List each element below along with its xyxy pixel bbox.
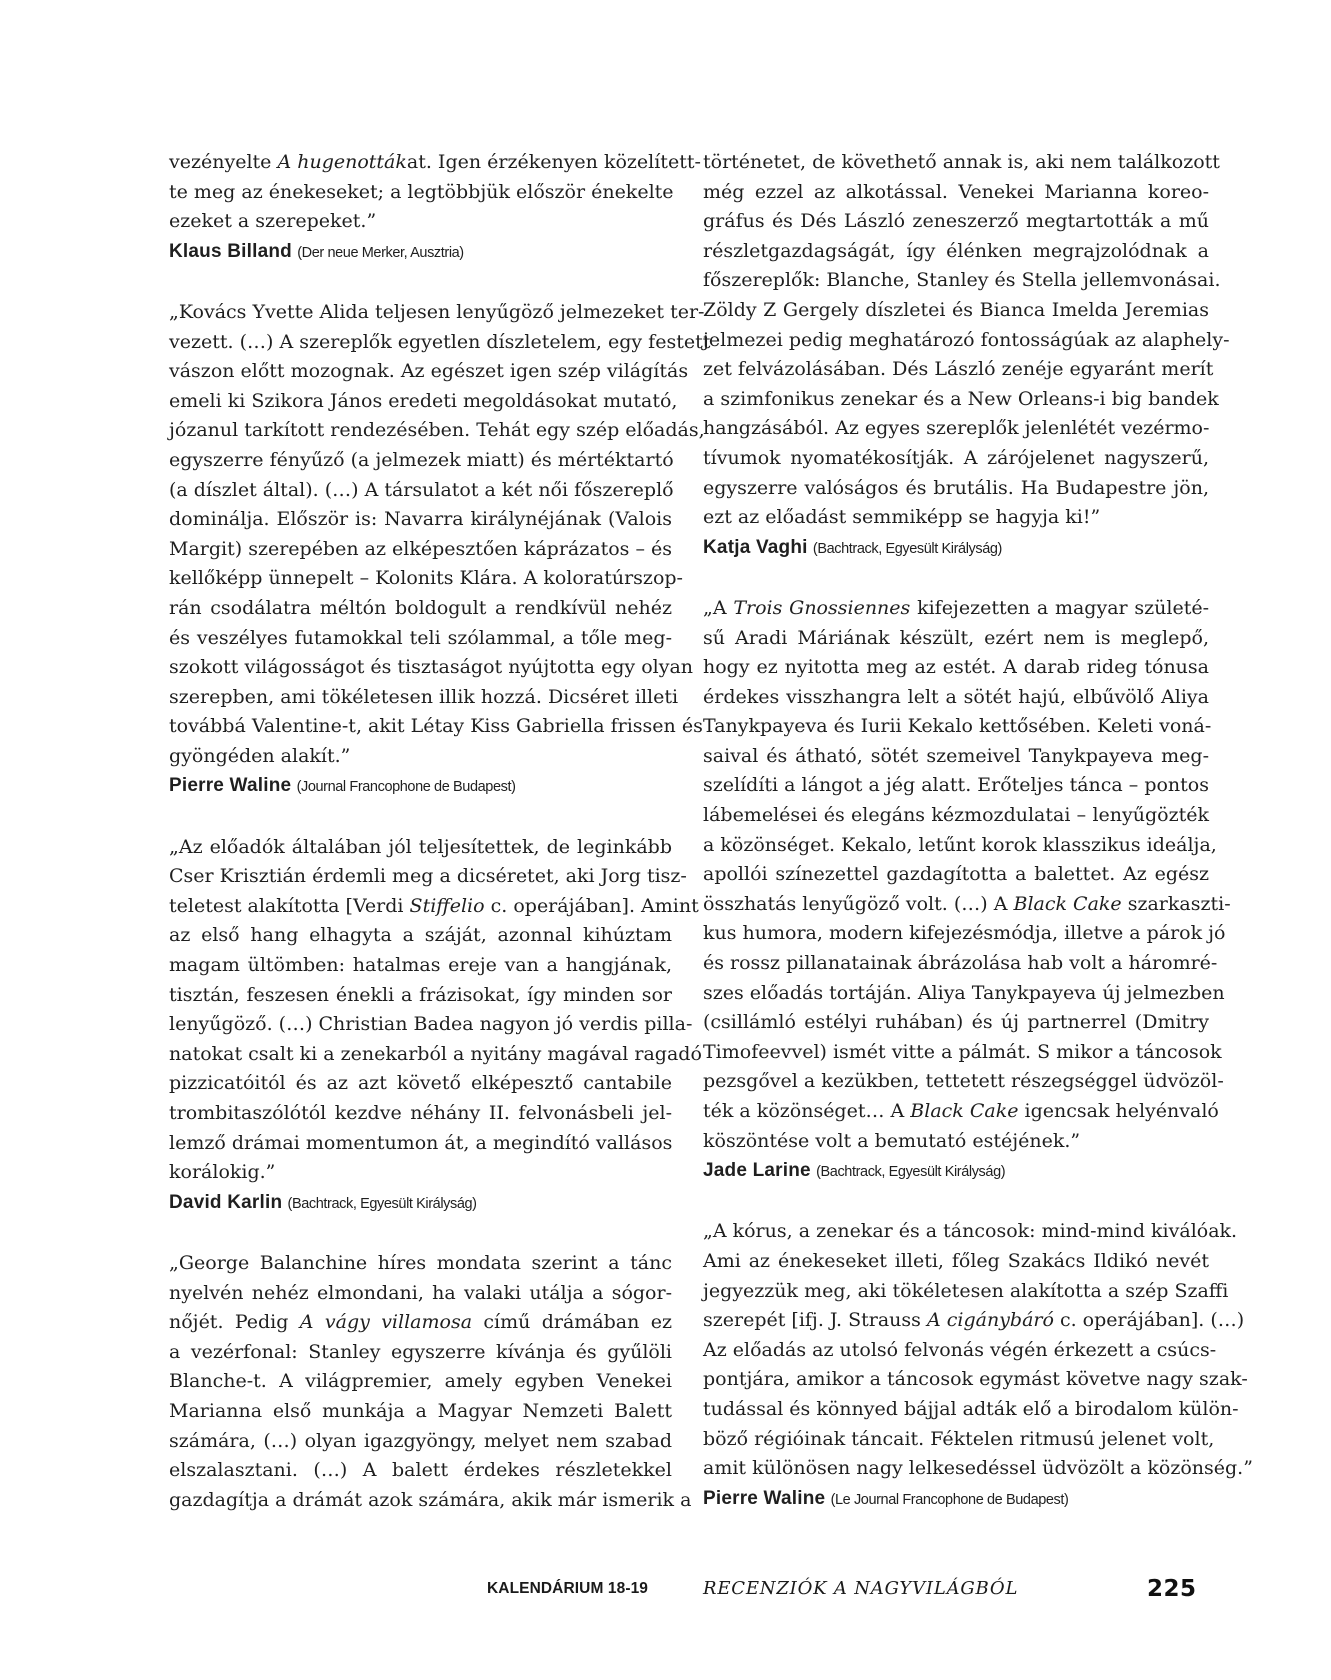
text-line: szes előadás tortáján. Aliya Tanykpayeva új jelmezben	[703, 981, 1225, 1004]
text-line: jegyezzük meg, aki tökéletesen alakította a szép Szaffi	[703, 1279, 1229, 1302]
text-line: vezett. (…) A szereplők egyetlen díszletelem, egy festett	[169, 330, 711, 353]
publication-source: (Le Journal Francophone de Budapest)	[830, 1491, 1069, 1508]
text-line: te meg az énekeseket; a legtöbbjük először énekelte	[169, 180, 674, 203]
text-line: vezényelte A hugenottákat. Igen érzékenyen közelített-	[169, 151, 701, 173]
text-line: nőjét. Pedig A vágy villamosa című drámában ez	[169, 1311, 672, 1334]
text-line: „Kovács Yvette Alida teljesen lenyűgöző jelmezeket ter-	[169, 300, 705, 323]
text-line: sű Aradi Máriának készült, ezért nem is meglepő,	[703, 626, 1209, 649]
left-column	[169, 148, 711, 1515]
text-line: natokat csalt ki a zenekarból a nyitány magával ragadó	[169, 1042, 702, 1065]
paragraph-gap	[703, 564, 1209, 594]
text-line: főszereplők: Blanche, Stanley és Stella jellemvonásai.	[703, 269, 1221, 292]
text-line: szerepben, ami tökéletesen illik hozzá. Dicséret illeti	[169, 685, 679, 708]
text-line: kellőképp ünnepelt – Kolonits Klára. A koloratúrszop-	[169, 567, 683, 590]
review-quote	[703, 594, 1231, 1188]
text-line: teletest alakította [Verdi Stiffelio c. operájában]. Amint	[169, 894, 699, 917]
text-line: „A kórus, a zenekar és a táncosok: mind-mind kiválóak.	[703, 1220, 1238, 1243]
text-line: történetet, de követhető annak is, aki nem találkozott	[703, 151, 1220, 173]
text-line: tudással és könnyed bájjal adták elő a birodalom külön-	[703, 1397, 1239, 1420]
text-line: még ezzel az alkotással. Venekei Marianna koreo-	[703, 180, 1209, 203]
text-line: ezeket a szerepeket.”	[169, 210, 377, 233]
text-line: érdekes visszhangra lelt a sötét hajú, elbűvölő Aliya	[703, 685, 1209, 708]
text-line: Blanche-t. A világpremier, amely egyben Venekei	[169, 1370, 672, 1393]
review-attribution	[703, 533, 1209, 565]
publication-source: (Der neue Merker, Ausztria)	[297, 244, 464, 261]
text-line: egyszerre fényűző (a jelmezek miatt) és mértéktartó	[169, 448, 674, 471]
text-line: Tanykpayeva és Iurii Kekalo kettősében. Keleti voná-	[703, 715, 1212, 738]
text-line: vászon előtt mozognak. Az egészet igen szép világítás	[169, 360, 689, 383]
publication-source: (Bachtrack, Egyesült Királyság)	[287, 1195, 477, 1212]
text-line: lemző drámai momentumon át, a megindító vallásos	[169, 1131, 673, 1154]
text-line: dominálja. Először is: Navarra királynéjának (Valois	[169, 508, 672, 531]
paragraph-gap	[169, 1219, 672, 1249]
paragraph-gap	[703, 1188, 1209, 1218]
text-line: szerepét [ifj. J. Strauss A cigánybáró c. operájában]. (…)	[703, 1309, 1245, 1332]
text-line: a közönséget. Kekalo, letűnt korok klasszikus ideálja,	[703, 833, 1217, 856]
text-line: „George Balanchine híres mondata szerint a tánc	[169, 1251, 672, 1274]
publication-source: (Bachtrack, Egyesült Királyság)	[816, 1164, 1006, 1181]
text-line: gazdagítja a drámát azok számára, akik már ismerik a	[169, 1488, 692, 1511]
review-quote	[169, 1249, 692, 1515]
text-line: részletgazdagságát, így élénken megrajzolódnak a	[703, 239, 1209, 262]
text-line: Margit) szerepében az elképesztően káprázatos – és	[169, 537, 672, 560]
text-line: köszöntése volt a bemutató estéjének.”	[703, 1129, 1081, 1152]
text-line: és veszélyes futamokkal teli szólammal, a tőle meg-	[169, 626, 672, 649]
text-line: apollói színezettel gazdagította a balettet. Az egész	[703, 863, 1209, 886]
text-line: Zöldy Z Gergely díszletei és Bianca Imelda Jeremias	[703, 298, 1209, 321]
right-column	[703, 148, 1253, 1515]
text-line: saival és átható, sötét szemeivel Tanykpayeva meg-	[703, 744, 1209, 767]
critic-name: Jade Larine	[703, 1160, 811, 1182]
review-quote	[169, 833, 702, 1220]
review-quote	[703, 148, 1230, 564]
review-quote	[169, 298, 711, 803]
text-line: trombitaszólótól kezdve néhány II. felvonásbeli jel-	[169, 1102, 672, 1124]
text-line: elszalasztani. (…) A balett érdekes részletekkel	[169, 1459, 672, 1482]
text-line: az első hang elhagyta a száját, azonnal kihúztam	[169, 924, 672, 947]
text-line: pizzicatóitól és az azt követő elképesztő cantabile	[169, 1072, 672, 1095]
text-line: Marianna első munkája a Magyar Nemzeti Balett	[169, 1399, 672, 1422]
paragraph-gap	[169, 803, 672, 833]
text-line: és rossz pillanatainak ábrázolása hab volt a háromré-	[703, 952, 1218, 975]
review-quote	[703, 1217, 1253, 1515]
review-attribution	[169, 1188, 672, 1220]
text-line: Cser Krisztián érdemli meg a dicséretet, aki Jorg tisz-	[169, 865, 687, 888]
text-line: korálokig.”	[169, 1161, 276, 1184]
critic-name: Klaus Billand	[169, 240, 292, 262]
page-number: 225	[1147, 1576, 1197, 1602]
review-quote	[169, 148, 701, 268]
text-line: egyszerre valóságos és brutális. Ha Budapestre jön,	[703, 476, 1209, 499]
text-line: magam ültömben: hatalmas ereje van a hangjának,	[169, 954, 672, 977]
text-line: számára, (…) olyan igazgyöngy, melyet nem szabad	[169, 1429, 672, 1452]
text-line: tisztán, feszesen énekli a frázisokat, így minden sor	[169, 983, 672, 1006]
text-line: gráfus és Dés László zeneszerző megtartották a mű	[703, 210, 1209, 233]
text-line: amit különösen nagy lelkesedéssel üdvözölt a közönség.”	[703, 1457, 1253, 1480]
text-line: összhatás lenyűgöző volt. (…) A Black Cake szarkaszti-	[703, 892, 1231, 915]
text-line: a vezérfonal: Stanley egyszerre kívánja és gyűlöli	[169, 1340, 672, 1363]
text-line: lábemelései és elegáns kézmozdulatai – lenyűgözték	[703, 804, 1209, 827]
text-line: Az előadás az utolsó felvonás végén érkezett a csúcs-	[703, 1338, 1217, 1361]
text-line: lenyűgöző. (…) Christian Badea nagyon jó verdis pilla-	[169, 1013, 693, 1036]
critic-name: Pierre Waline	[703, 1487, 826, 1509]
text-line: nyelvén nehéz elmondani, ha valaki utálja a sógor-	[169, 1281, 672, 1304]
text-line: továbbá Valentine-t, akit Létay Kiss Gabriella frissen és	[169, 715, 703, 738]
publication-source: (Bachtrack, Egyesült Királyság)	[812, 540, 1002, 557]
text-line: (a díszlet által). (…) A társulatot a két női főszereplő	[169, 478, 674, 501]
paragraph-gap	[169, 268, 672, 298]
magazine-name: KALENDÁRIUM 18-19	[487, 1580, 649, 1597]
text-line: ték a közönséget… A Black Cake igencsak helyénvaló	[703, 1100, 1219, 1122]
critic-name: Katja Vaghi	[703, 536, 808, 558]
text-line: pontjára, amikor a táncosok egymást követve nagy szak-	[703, 1368, 1248, 1391]
page-footer	[0, 1576, 1331, 1616]
text-line: „Az előadók általában jól teljesítettek, de leginkább	[169, 835, 672, 858]
text-line: „A Trois Gnossiennes kifejezetten a magyar születé-	[703, 596, 1209, 619]
text-line: kus humora, modern kifejezésmódja, illetve a párok jó	[703, 922, 1226, 945]
text-line: tívumok nyomatékosítják. A zárójelenet nagyszerű,	[703, 446, 1209, 469]
text-line: hangzásából. Az egyes szereplők jelenlétét vezérmo-	[703, 417, 1210, 440]
publication-source: (Journal Francophone de Budapest)	[296, 779, 516, 796]
text-line: a szimfonikus zenekar és a New Orleans-i big bandek	[703, 387, 1219, 410]
review-attribution	[703, 1156, 1209, 1188]
review-attribution	[169, 771, 672, 803]
text-line: józanul tarkított rendezésében. Tehát egy szép előadás,	[169, 419, 705, 442]
text-line: emeli ki Szikora János eredeti megoldásokat mutató,	[169, 389, 678, 412]
text-line: pezsgővel a kezükben, tettetett részegséggel üdvözöl-	[703, 1070, 1224, 1093]
text-line: jelmezei pedig meghatározó fontosságúak az alaphely-	[703, 328, 1230, 351]
text-line: Timofeevvel) ismét vitte a pálmát. S mikor a táncosok	[703, 1040, 1222, 1063]
critic-name: Pierre Waline	[169, 775, 292, 797]
text-line: (csillámló estélyi ruhában) és új partnerrel (Dmitry	[703, 1011, 1209, 1034]
text-line: ezt az előadást semmiképp se hagyja ki!”	[703, 506, 1101, 529]
text-line: szokott világosságot és tisztaságot nyújtotta egy olyan	[169, 656, 694, 679]
text-line: zet felvázolásában. Dés László zenéje egyaránt merít	[703, 358, 1214, 381]
text-line: böző régióinak táncait. Féktelen ritmusú jelenet volt,	[703, 1427, 1215, 1450]
critic-name: David Karlin	[169, 1191, 283, 1213]
review-attribution	[169, 237, 672, 269]
review-attribution	[703, 1484, 1209, 1516]
text-line: gyöngéden alakít.”	[169, 744, 351, 767]
section-title: RECENZIÓK A NAGYVILÁGBÓL	[703, 1578, 1019, 1599]
text-line: szelídíti a lángot a jég alatt. Erőteljes tánca – pontos	[703, 774, 1209, 797]
text-line: Ami az énekeseket illeti, főleg Szakács Ildikó nevét	[703, 1249, 1209, 1272]
text-line: rán csodálatra méltón boldogult a rendkívül nehéz	[169, 596, 672, 619]
text-line: hogy ez nyitotta meg az estét. A darab rideg tónusa	[703, 656, 1209, 679]
